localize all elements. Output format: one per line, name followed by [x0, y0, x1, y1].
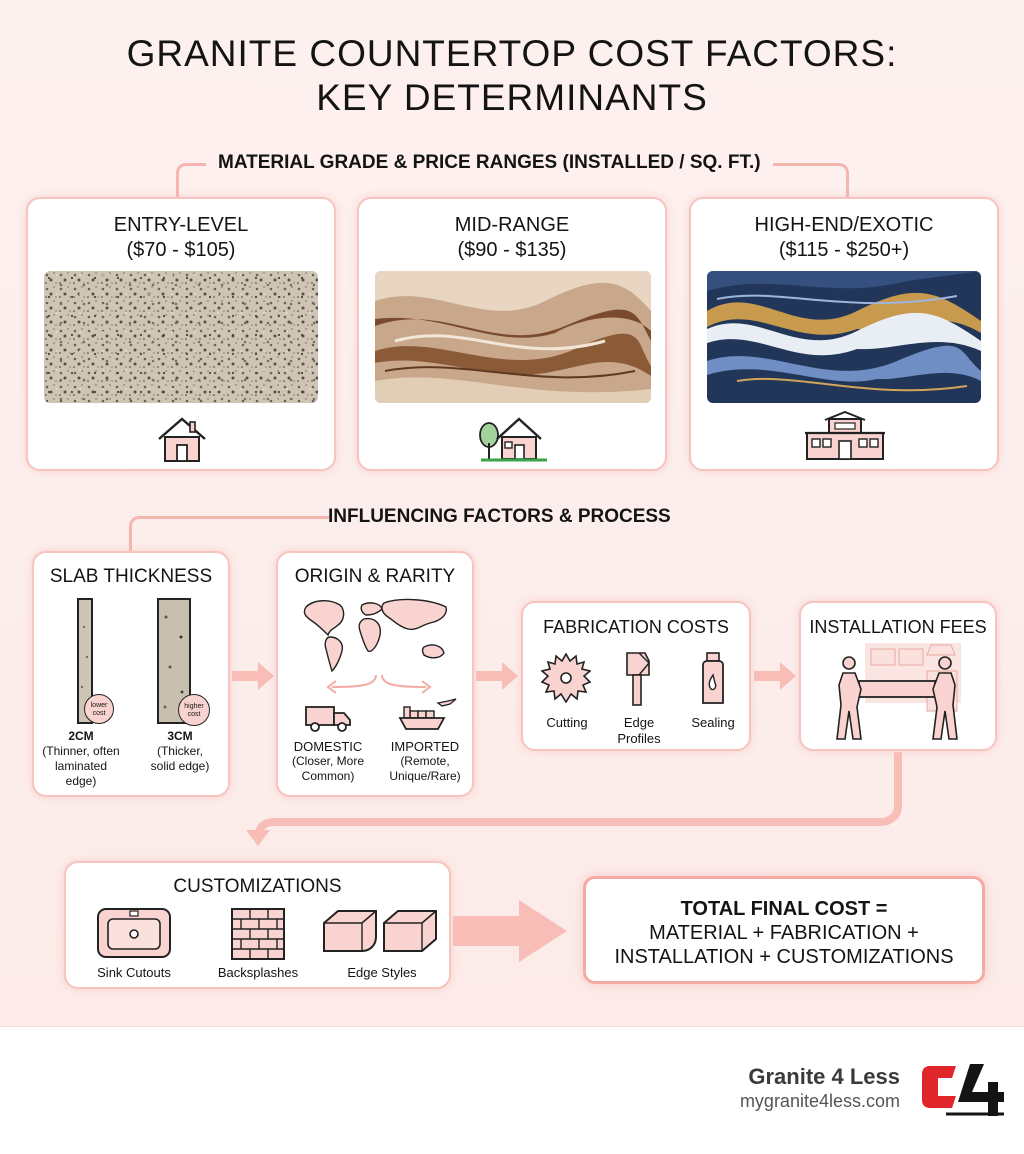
tier-name: HIGH-END/EXOTIC — [754, 214, 934, 236]
factors-bracket — [129, 516, 329, 552]
domestic-note-2: Common) — [301, 769, 355, 783]
truck-icon — [304, 703, 352, 733]
factors-section-heading: INFLUENCING FACTORS & PROCESS — [328, 506, 671, 527]
material-section-heading: MATERIAL GRADE & PRICE RANGES (INSTALLED / SQ. FT.) — [206, 152, 773, 174]
brand-logo-icon — [918, 1060, 1004, 1120]
sink-cutouts-label: Sink Cutouts — [97, 965, 171, 980]
thin-note-3: edge) — [65, 774, 97, 788]
tier-price: ($115 - $250+) — [778, 239, 910, 261]
installation-card — [799, 601, 997, 751]
connector-to-customizations — [244, 752, 910, 846]
footer — [0, 1026, 1024, 1154]
title-line-1: GRANITE COUNTERTOP COST FACTORS: — [126, 33, 898, 74]
edge-profile-icon — [322, 909, 438, 955]
origin-title: ORIGIN & RARITY — [294, 566, 456, 587]
edge-styles-label: Edge Styles — [347, 965, 417, 980]
imported-arrow — [378, 673, 436, 699]
installers-carrying-slab-icon — [835, 641, 965, 745]
edge-profiles-l2: Profiles — [617, 731, 661, 746]
slab-thickness-title: SLAB THICKNESS — [49, 566, 213, 587]
tier-card-high-end — [689, 197, 999, 471]
slab-thickness-card — [32, 551, 230, 797]
tier-name: ENTRY-LEVEL — [113, 214, 249, 236]
tier-price: ($90 - $135) — [457, 239, 567, 261]
arrow-to-total — [453, 898, 569, 964]
flow-arrow-2 — [476, 660, 520, 692]
total-line-2: MATERIAL + FABRICATION + — [649, 922, 919, 944]
thick-slab-cost-badge: higher cost — [178, 694, 210, 726]
world-map-icon — [300, 595, 454, 675]
brand-url[interactable]: mygranite4less.com — [739, 1091, 900, 1111]
cutting-label: Cutting — [546, 715, 588, 730]
imported-title: IMPORTED — [390, 739, 460, 754]
imported-note-1: (Remote, — [400, 754, 450, 768]
house-icon — [155, 415, 209, 463]
thin-note-1: (Thinner, often — [42, 744, 120, 758]
exotic-granite-slab-image — [707, 271, 981, 403]
imported-note-2: Unique/Rare) — [389, 769, 461, 783]
edge-profiles-label — [603, 715, 675, 747]
tier-card-mid — [357, 197, 667, 471]
page-title — [0, 32, 1024, 120]
tier-name: MID-RANGE — [454, 214, 570, 236]
flow-arrow-3 — [754, 660, 798, 692]
edge-profiles-l1: Edge — [623, 715, 655, 730]
thick-slab-label — [140, 729, 220, 774]
fabrication-card — [521, 601, 751, 751]
installation-title: INSTALLATION FEES — [809, 617, 987, 637]
mansion-icon — [803, 411, 887, 463]
domestic-note-1: (Closer, More — [291, 754, 365, 768]
entry-granite-slab-image — [44, 271, 318, 403]
sealing-label: Sealing — [691, 715, 735, 730]
router-bit-icon — [623, 651, 653, 707]
thin-slab-cost-badge: lower cost — [84, 694, 114, 724]
tier-card-entry — [26, 197, 336, 471]
flow-arrow-1 — [232, 660, 276, 692]
thick-size: 3CM — [167, 729, 193, 743]
saw-blade-icon — [541, 653, 591, 703]
thin-note-2: laminated — [54, 759, 108, 773]
title-line-2: KEY DETERMINANTS — [316, 77, 708, 118]
domestic-arrow — [322, 673, 380, 699]
total-final-cost-box — [583, 876, 985, 984]
backsplashes-label: Backsplashes — [217, 965, 299, 980]
mid-granite-slab-image — [375, 271, 651, 403]
sealant-bottle-icon — [697, 651, 729, 707]
cargo-ship-plane-icon — [398, 697, 458, 733]
brand-name: Granite 4 Less — [748, 1064, 900, 1089]
sink-icon — [96, 907, 172, 959]
tier-price: ($70 - $105) — [126, 239, 236, 261]
customizations-card — [64, 861, 451, 989]
fabrication-title: FABRICATION COSTS — [543, 617, 729, 637]
total-line-3: INSTALLATION + CUSTOMIZATIONS — [614, 946, 954, 968]
thin-slab-label — [36, 729, 126, 789]
thick-note-1: (Thicker, — [156, 744, 203, 758]
thick-note-2: solid edge) — [150, 759, 210, 773]
house-with-tree-icon — [477, 413, 549, 465]
total-line-1: TOTAL FINAL COST = — [680, 898, 888, 920]
thin-size: 2CM — [68, 729, 94, 743]
customizations-title: CUSTOMIZATIONS — [173, 876, 342, 897]
brick-wall-icon — [230, 907, 286, 961]
domestic-title: DOMESTIC — [293, 739, 363, 754]
